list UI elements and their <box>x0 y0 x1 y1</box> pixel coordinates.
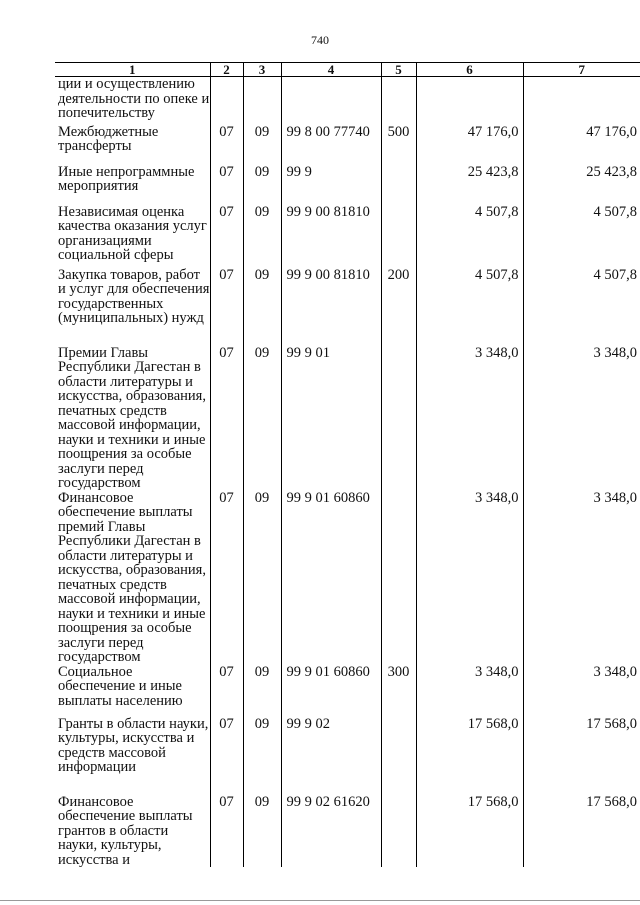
cell-amount-total: 25 423,8 <box>523 165 640 205</box>
cell-subsection: 09 <box>243 268 281 346</box>
cell-amount: 3 348,0 <box>416 491 523 665</box>
cell-amount-total: 3 348,0 <box>523 346 640 491</box>
table-row <box>55 205 640 268</box>
cell-target-code: 99 9 01 <box>281 346 381 491</box>
cell-amount-total: 17 568,0 <box>523 717 640 795</box>
header-col-6: 6 <box>416 63 523 77</box>
bottom-rule <box>0 900 640 901</box>
cell-section: 07 <box>210 717 243 795</box>
cell-target-code: 99 8 00 77740 <box>281 125 381 165</box>
row-name: Финансовое обеспечение выплаты грантов в области науки, культуры, искусства и <box>58 793 193 868</box>
cell-target-code: 99 9 01 60860 <box>281 491 381 665</box>
cell-section: 07 <box>210 205 243 268</box>
cell-expense-type <box>381 165 416 205</box>
cell-subsection: 09 <box>243 125 281 165</box>
cell-target-code: 99 9 01 60860 <box>281 665 381 717</box>
cell-amount: 4 507,8 <box>416 205 523 268</box>
cell-expense-type <box>381 346 416 491</box>
row-name: ции и осуществлению деятельности по опеке и попечительству <box>58 76 210 121</box>
budget-table <box>55 62 640 867</box>
header-col-4: 4 <box>281 63 381 77</box>
cell-target-code: 99 9 02 61620 <box>281 795 381 868</box>
table-row <box>55 77 640 125</box>
cell-subsection: 09 <box>243 665 281 717</box>
cell-target-code: 99 9 00 81810 <box>281 205 381 268</box>
row-name: Независимая оценка качества оказания услуг организациями социальной сферы <box>58 203 207 263</box>
cell-amount-total: 17 568,0 <box>523 795 640 868</box>
cell-subsection: 09 <box>243 346 281 491</box>
table-row <box>55 346 640 491</box>
cell-section: 07 <box>210 346 243 491</box>
cell-amount: 4 507,8 <box>416 268 523 346</box>
row-name: Социальное обеспечение и иные выплаты населению <box>58 663 183 709</box>
cell-amount: 3 348,0 <box>416 346 523 491</box>
cell-amount: 25 423,8 <box>416 165 523 205</box>
cell-target-code: 99 9 00 81810 <box>281 268 381 346</box>
cell-target-code: 99 9 02 <box>281 717 381 795</box>
header-col-5: 5 <box>381 63 416 77</box>
header-row <box>55 63 640 77</box>
table-row <box>55 665 640 717</box>
cell-amount-total: 47 176,0 <box>523 125 640 165</box>
table-row <box>55 795 640 868</box>
cell-amount-total <box>523 77 640 125</box>
cell-section: 07 <box>210 665 243 717</box>
cell-amount <box>416 77 523 125</box>
cell-amount: 17 568,0 <box>416 795 523 868</box>
row-name: Финансовое обеспечение выплаты премий Главы Республики Дагестан в области литературы и искусства, образования, печатных средств массовой информации, науки и техники и иные поощрения за особые заслуги перед государством <box>58 489 206 665</box>
cell-section: 07 <box>210 268 243 346</box>
cell-section <box>210 77 243 125</box>
cell-expense-type <box>381 795 416 868</box>
header-col-2: 2 <box>210 63 243 77</box>
cell-amount-total: 3 348,0 <box>523 491 640 665</box>
header-col-7: 7 <box>523 63 640 77</box>
header-col-3: 3 <box>243 63 281 77</box>
cell-expense-type <box>381 205 416 268</box>
cell-expense-type: 500 <box>381 125 416 165</box>
cell-amount-total: 4 507,8 <box>523 268 640 346</box>
page-number: 740 <box>311 33 329 47</box>
cell-section: 07 <box>210 795 243 868</box>
table-row <box>55 491 640 665</box>
cell-subsection: 09 <box>243 795 281 868</box>
cell-section: 07 <box>210 491 243 665</box>
cell-section: 07 <box>210 165 243 205</box>
cell-target-code <box>281 77 381 125</box>
row-name: Премии Главы Республики Дагестан в области литературы и искусства, образования, печатных средств массовой информации, науки и техники и иные поощрения за особые заслуги перед государством <box>58 344 206 491</box>
cell-section: 07 <box>210 125 243 165</box>
cell-target-code: 99 9 <box>281 165 381 205</box>
cell-amount: 47 176,0 <box>416 125 523 165</box>
cell-amount: 17 568,0 <box>416 717 523 795</box>
cell-subsection <box>243 77 281 125</box>
row-name: Гранты в области науки, культуры, искусства и средств массовой информации <box>58 715 209 775</box>
row-name: Межбюджетные трансферты <box>58 123 159 154</box>
cell-subsection: 09 <box>243 205 281 268</box>
cell-amount-total: 3 348,0 <box>523 665 640 717</box>
cell-subsection: 09 <box>243 491 281 665</box>
table-row <box>55 125 640 165</box>
cell-subsection: 09 <box>243 717 281 795</box>
cell-expense-type: 300 <box>381 665 416 717</box>
row-name: Иные непрограммные мероприятия <box>58 163 195 194</box>
cell-expense-type <box>381 77 416 125</box>
table-row <box>55 717 640 795</box>
table-row <box>55 165 640 205</box>
cell-expense-type: 200 <box>381 268 416 346</box>
cell-expense-type <box>381 491 416 665</box>
row-name: Закупка товаров, работ и услуг для обеспечения государственных (муниципальных) нужд <box>58 266 210 326</box>
cell-amount: 3 348,0 <box>416 665 523 717</box>
cell-amount-total: 4 507,8 <box>523 205 640 268</box>
cell-subsection: 09 <box>243 165 281 205</box>
header-col-1: 1 <box>55 63 210 77</box>
cell-expense-type <box>381 717 416 795</box>
table-row <box>55 268 640 346</box>
